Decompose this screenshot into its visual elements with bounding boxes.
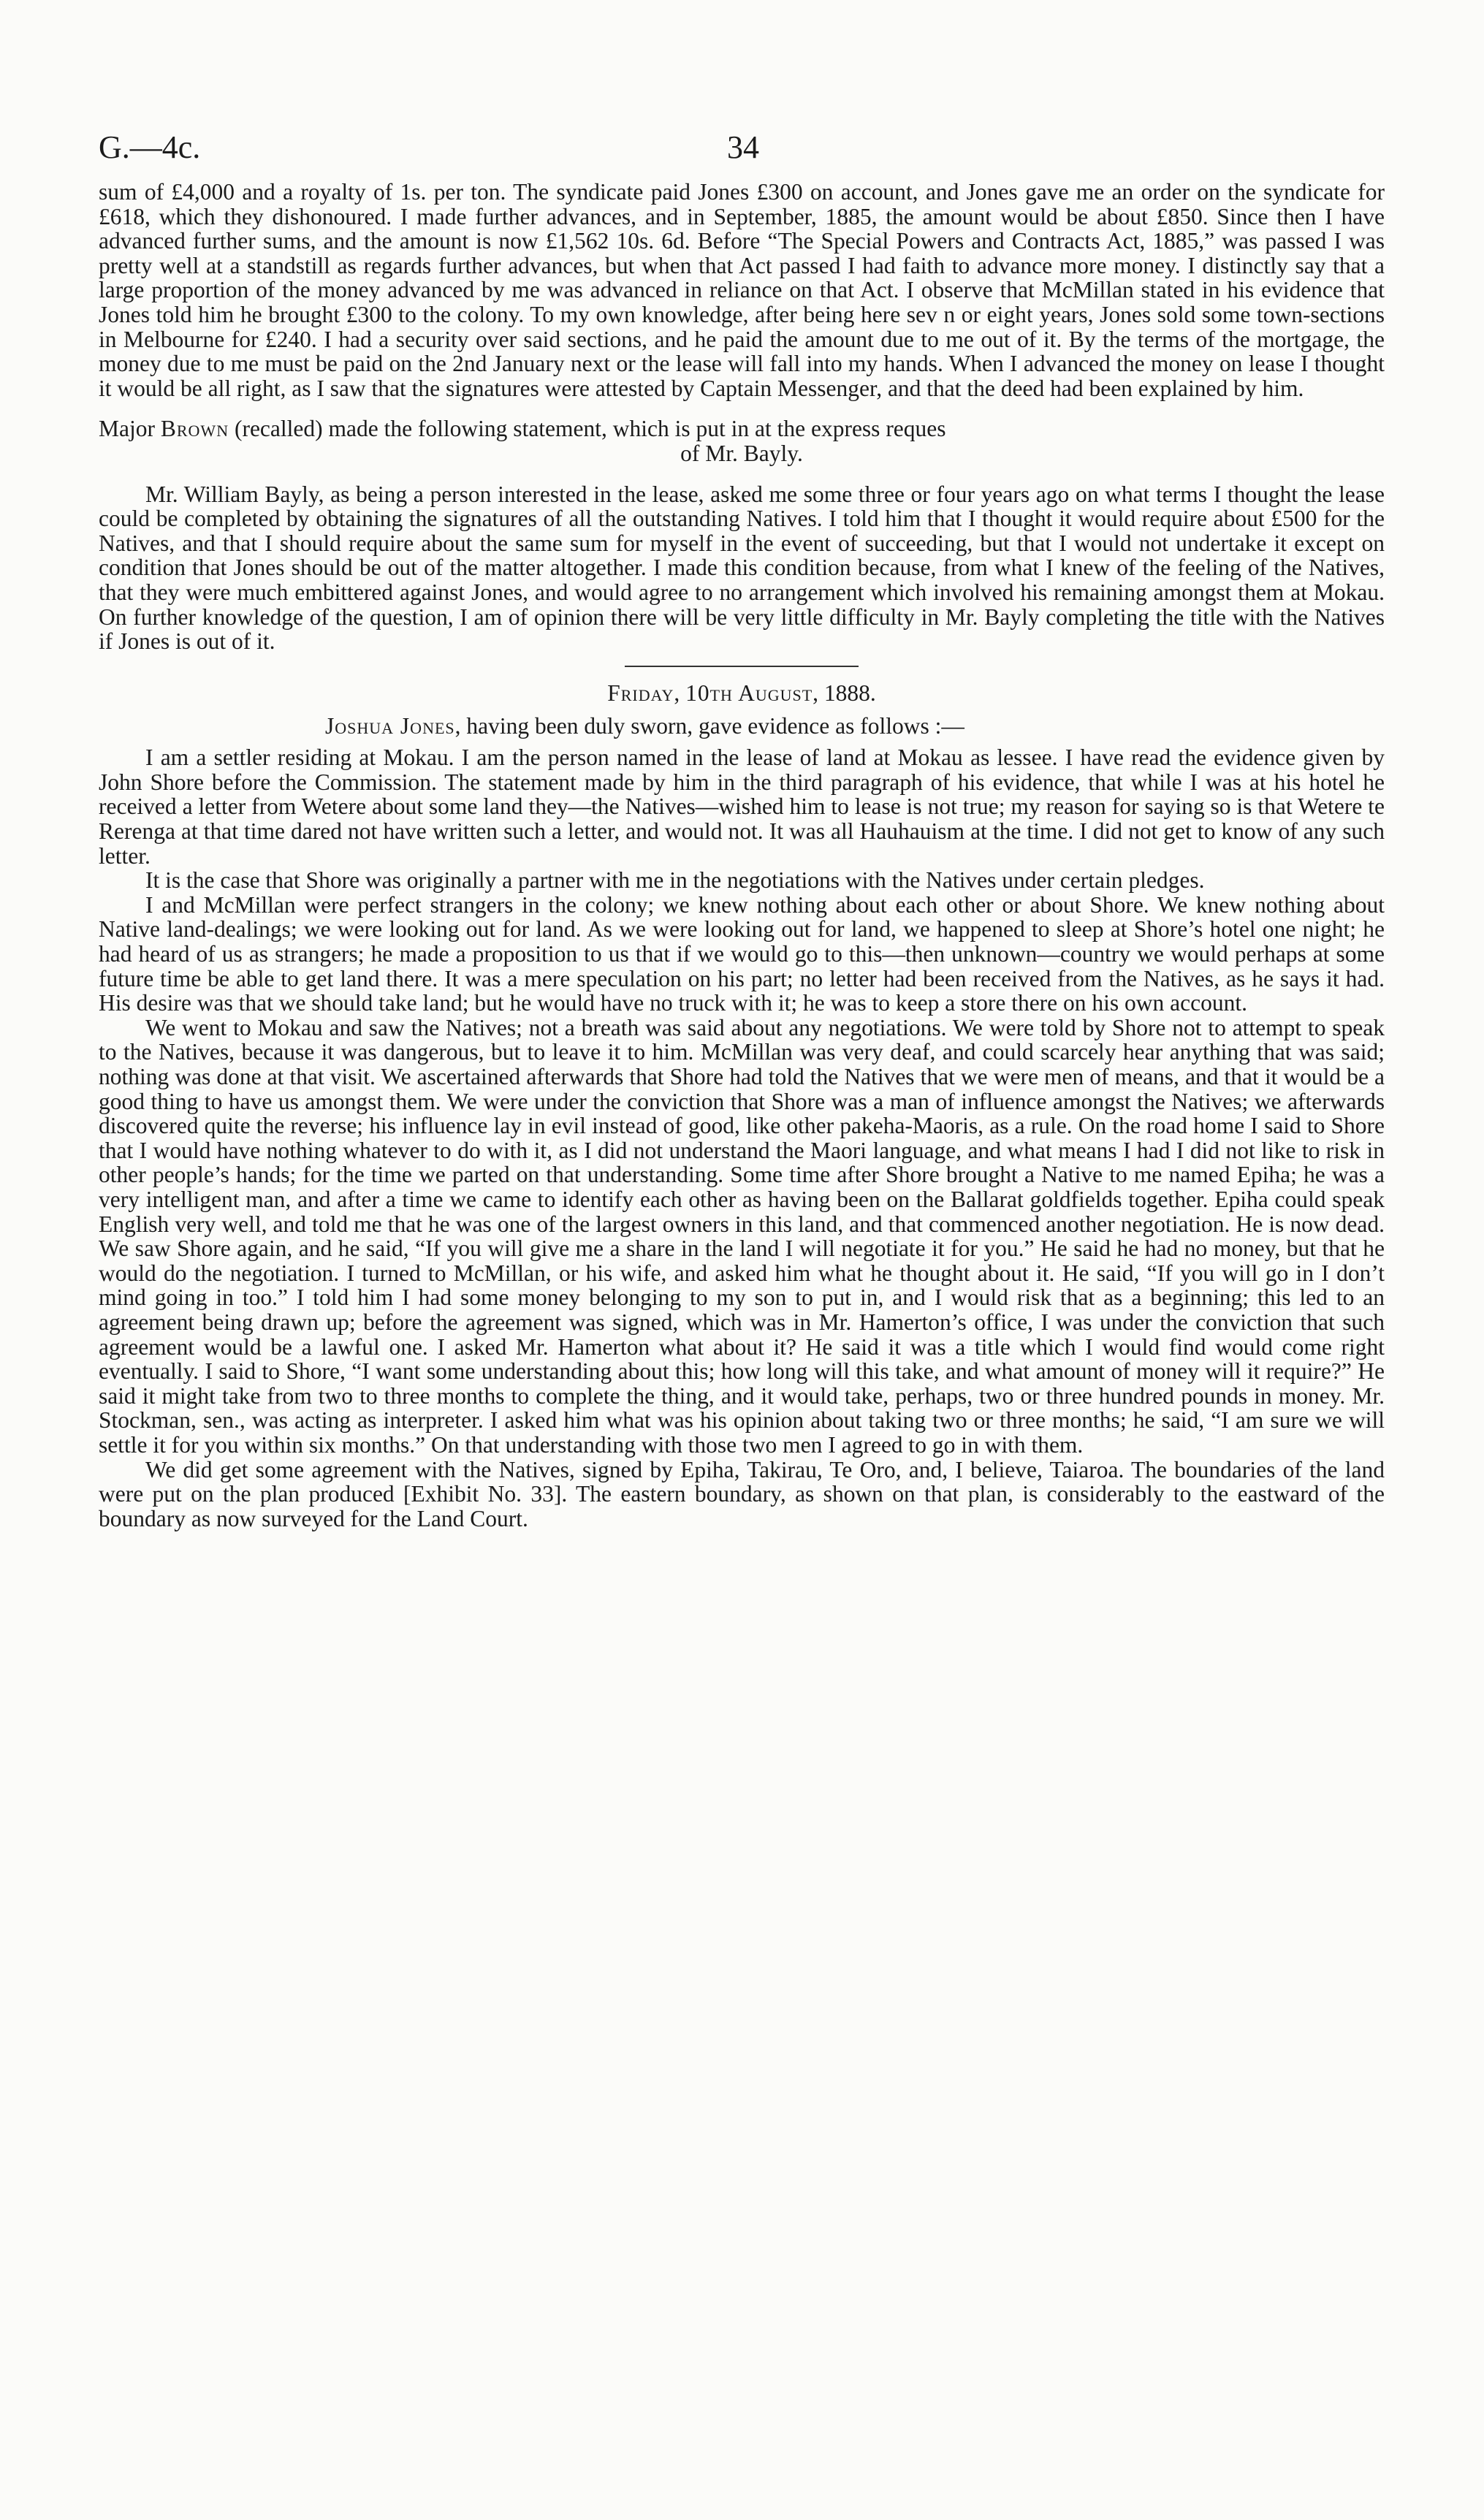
date-date: 10th August [685, 680, 813, 706]
date-heading: Friday, 10th August, 1888. [607, 680, 876, 706]
brown-statement: Mr. William Bayly, as being a person interested in the lease, asked me some three or four years ago on what terms I thought the lease could be completed by obtaining the signatures of all the outstanding Natives. I told him that I thought it would require about £500 for the Natives, and that I should require about the same sum for myself in the event of succeeding, but that I would not undertake it except on condition that Jones should be out of the matter altogether. I made this condition because, from what I knew of the feeling of the Natives, that they were much embittered against Jones, and would agree to no arrangement which involved his remaining amongst them at Mokau. On further knowledge of the question, I am of opinion there will be very little difficulty in Mr. Bayly completing the title with the Natives if Jones is out of it. [99, 481, 1385, 655]
jones-paragraph-1: I am a settler residing at Mokau. I am the person named in the lease of land at Mokau as lessee. I have read the evidence given by John Shore before the Commission. The statement made by him in the third paragraph of his evidence, that while I was at his hotel he received a letter from Wetere about some land they—the Natives—wished him to lease is not true; my reason for saying so is that Wetere te Rerenga at that time dared not have written such a letter, and would not. It was all Hauhauism at the time. I did not get to know of any such letter. [99, 745, 1385, 869]
brown-intro [99, 416, 1385, 441]
jones-paragraph-5: We did get some agreement with the Natives, signed by Epiha, Takirau, Te Oro, and, I believe, Taiaroa. The boundaries of the land were put on the plan produced [Exhibit No. 33]. The eastern boundary, as shown on that plan, is considerably to the eastward of the boundary as now surveyed for the Land Court. [99, 1456, 1385, 1531]
continuation-paragraph: sum of £4,000 and a royalty of 1s. per ton. The syndicate paid Jones £300 on account, and Jones gave me an order on the syndicate for £618, which they dishonoured. I made further advances, and in September, 1885, the amount would be about £850. Since then I have advanced further sums, and the amount is now £1,562 10s. 6d. Before “The Special Powers and Contracts Act, 1885,” was passed I was pretty well at a standstill as regards further advances, but when that Act passed I had faith to advance more money. I distinctly say that a large proportion of the money advanced by me was advanced in reliance on that Act. I observe that McMillan stated in his evidence that Jones told him he brought £300 to the colony. To my own knowledge, after being here sev n or eight years, Jones sold some town-sections in Melbourne for £240. I had a security over said sections, and he paid the amount due to me out of it. By the terms of the mortgage, the money due to me must be paid on the 2nd January next or the lease will fall into my hands. When I advanced the money on lease I thought it would be all right, as I saw that the signatures were attested by Captain Messenger, and that the deed had been explained by him. [99, 179, 1385, 401]
date-year: , 1888. [813, 680, 876, 706]
section-divider [625, 666, 859, 667]
jones-paragraph-2: It is the case that Shore was originally a partner with me in the negotiations with the Natives under certain pledges. [145, 867, 1205, 894]
page-number: 34 [727, 129, 759, 165]
paper-reference: G.—4c. [99, 129, 201, 165]
brown-title: Major [99, 416, 155, 442]
jones-intro-rest: , having been duly sworn, gave evidence as follows :— [454, 712, 964, 739]
jones-paragraph-4: We went to Mokau and saw the Natives; not a breath was said about any negotiations. We were told by Shore not to attempt to speak to the Natives, because it was dangerous, but to leave it to him. McMillan was very deaf, and could scarcely hear anything that was said; nothing was done at that visit. We ascertained afterwards that Shore had told the Natives that we were men of means, and that it would be a good thing to have us amongst them. We were under the conviction that Shore was a man of influence amongst the Natives; we afterwards discovered quite the reverse; his influence lay in evil instead of good, like other pakeha-Maoris, as a rule. On the road home I said to Shore that I would have nothing whatever to do with it, as I did not understand the Maori language, and what means I had I did not like to risk in other people’s hands; for the time we parted on that understanding. Some time after Shore brought a Native to me named Epiha; he was a very intelligent man, and after a time we came to identify each other as having been on the Ballarat goldfields together. Epiha could speak English very well, and told me that he was one of the largest owners in this land, and that commenced another negotiation. He is now dead. We saw Shore again, and he said, “If you will give me a share in the land I will negotiate it for you.” He said he had no money, but that he would do the negotiation. I turned to McMillan, or his wife, and asked him what he thought about it. He said, “If you will go in I don’t mind going in too.” I told him I had some money belonging to my son to put in, and I would risk that as a beginning; this led to an agreement being drawn up; before the agreement was signed, which was in Mr. Hamerton’s office, I was under the conviction that such agreement would be a lawful one. I asked Mr. Hamerton what about it? He said it was a title which I would find would come right eventually. I said to Shore, “I want some understanding about this; how long will this take, and what amount of money will it require?” He said it might take from two to three months to complete the thing, and it would take, perhaps, two or three hundred pounds in money. Mr. Stockman, sen., was acting as interpreter. I asked him what was his opinion about taking two or three months; he said, “I am sure we will settle it for you within six months.” On that understanding with those two men I agreed to go in with them. [99, 1014, 1385, 1458]
date-day: Friday [607, 680, 674, 706]
jones-paragraph-3: I and McMillan were perfect strangers in the colony; we knew nothing about each other or about Shore. We knew nothing about Native land-dealings; we were looking out for land. As we were looking out for land, we happened to sleep at Shore’s hotel one night; he had heard of us as strangers; he made a proposition to us that if we would go to this—then unknown—country we would perhaps at some future time be able to get land there. It was a mere speculation on his part; no letter had been received from the Natives, as he says it had. His desire was that we should take land; but he would have no truck with it; he was to keep a store there on his own account. [99, 891, 1385, 1016]
jones-name: Joshua Jones [325, 712, 455, 739]
page-header [99, 123, 1385, 180]
brown-intro-rest: (recalled) made the following statement, which is put in at the express reques [234, 416, 946, 442]
brown-intro-line2: of Mr. Bayly. [680, 440, 803, 466]
jones-intro [99, 714, 1385, 739]
brown-name: Brown [160, 416, 229, 442]
document-page [99, 123, 1385, 1531]
